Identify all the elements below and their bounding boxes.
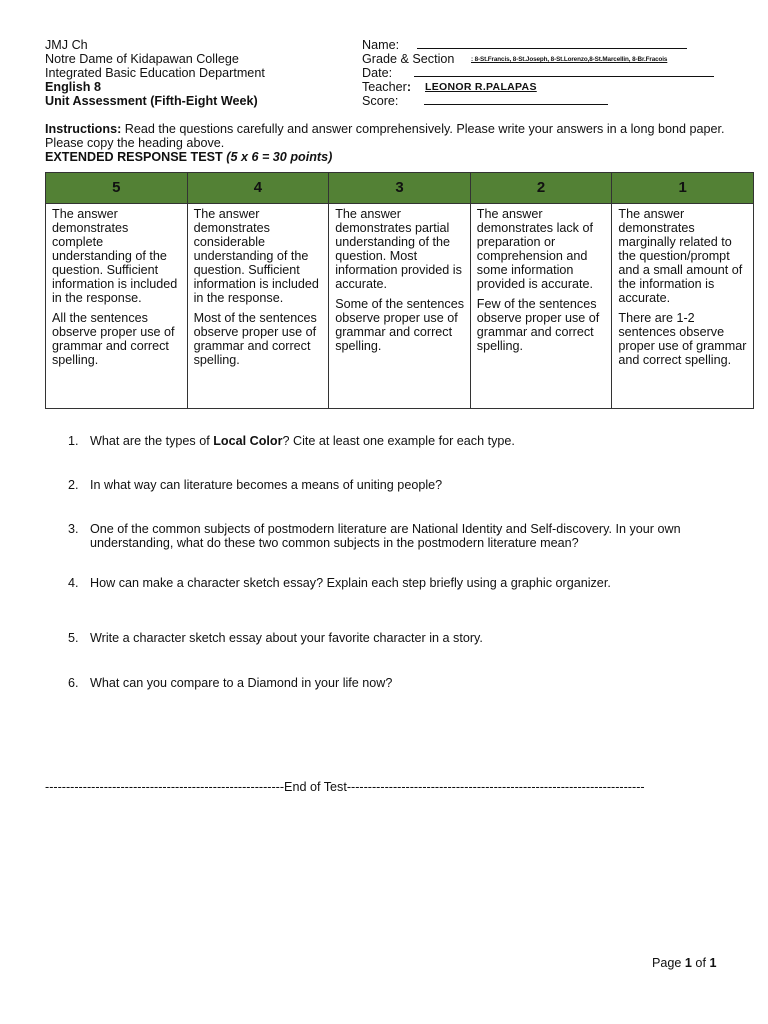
date-field[interactable] [414,66,714,77]
date-label: Date: [362,66,393,80]
rubric-score-1: 1 [612,173,754,204]
test-title [45,150,332,164]
question-text: How can make a character sketch essay? Explain each step briefly using a graphic organizer. [90,576,611,590]
question-number: 1. [68,434,79,448]
name-label: Name: [362,38,400,52]
rubric-grammar: All the sentences observe proper use of grammar and correct spelling. [52,311,175,367]
rubric-score-2: 2 [470,173,612,204]
rubric-cell-4 [187,204,329,409]
rubric-cell-2 [470,204,612,409]
question-text [90,434,748,448]
teacher-colon: : [406,80,412,94]
grade-label: Grade & Section [362,52,455,66]
question-text: What can you compare to a Diamond in your life now? [90,676,393,690]
page-total: 1 [709,956,717,970]
rubric-content: The answer demonstrates considerable understanding of the question. Sufficient information is included in the response. [193,207,319,305]
department: Integrated Basic Education Department [45,66,265,80]
score-field[interactable] [424,94,608,105]
rubric-score-5: 5 [46,173,188,204]
question-number: 5. [68,631,79,645]
rubric-score-4: 4 [187,173,329,204]
rubric-cell-3 [329,204,471,409]
test-title-text: EXTENDED RESPONSE TEST [45,150,227,164]
instructions-label: Instructions: [45,122,122,136]
rubric-grammar: Some of the sentences observe proper use of grammar and correct spelling. [335,297,465,353]
page-current: 1 [684,956,692,970]
assessment-title: Unit Assessment (Fifth-Eight Week) [45,94,258,108]
rubric-grammar: Few of the sentences observe proper use of grammar and correct spelling. [476,297,600,353]
grade-row [362,52,732,66]
score-label: Score: [362,94,399,108]
name-row [362,38,732,52]
page-of: of [691,956,710,970]
rubric-table [45,172,754,409]
student-info [362,38,732,108]
name-field[interactable] [417,38,687,49]
rubric-header-row [46,173,754,204]
school-short: JMJ Ch [45,38,88,52]
question-number: 6. [68,676,79,690]
question-text-part: ? Cite at least one example for each type. [282,434,515,448]
question-number: 2. [68,478,79,492]
page-prefix: Page [652,956,685,970]
question-number: 4. [68,576,79,590]
rubric-score-3: 3 [329,173,471,204]
rubric-criteria-row [46,204,754,409]
rubric-content: The answer demonstrates lack of preparation or comprehension and some information provided is accurate. [476,207,593,291]
rubric-content: The answer demonstrates marginally related to the question/prompt and a small amount of the information is accurate. [618,207,743,305]
question-text-part: What are the types of [90,434,214,448]
rubric-grammar: Most of the sentences observe proper use of grammar and correct spelling. [193,311,317,367]
subject: English 8 [45,80,101,94]
question-text: One of the common subjects of postmodern literature are National Identity and Self-discovery. In your own understanding, what do these two common subjects in the postmodern literature mean? [90,522,681,550]
rubric-content: The answer demonstrates partial understanding of the question. Most information provided is accurate. [335,207,462,291]
rubric-cell-5 [46,204,188,409]
teacher-row [362,80,732,94]
question-text: In what way can literature becomes a means of uniting people? [90,478,443,492]
score-row [362,94,732,108]
date-row [362,66,732,80]
question-number: 3. [68,522,79,536]
instructions-text: Read the questions carefully and answer comprehensively. Please write your answers in a long bond paper. Please copy the heading above. [45,122,725,150]
school-info [45,38,345,108]
instructions [45,122,735,150]
end-of-test: ---------------------------------------------------------End of Test----------------------------------------------------------------------- [45,780,645,794]
rubric-cell-1 [612,204,754,409]
teacher-label: Teacher [362,80,407,94]
rubric-grammar: There are 1-2 sentences observe proper use of grammar and correct spelling. [618,311,747,367]
teacher-name: LEONOR R.PALAPAS [425,81,537,93]
page-number [652,956,716,970]
rubric-content: The answer demonstrates complete understanding of the question. Sufficient information is included in the response. [52,207,178,305]
question-text: Write a character sketch essay about your favorite character in a story. [90,631,483,645]
test-points: (5 x 6 = 30 points) [226,150,333,164]
question-bold-term: Local Color [213,434,283,448]
sections-list: : 8-St.Francis, 8-St.Joseph, 8-St.Lorenzo,8-St.Marcellin, 8-Br.Fracois [471,56,668,63]
school-name: Notre Dame of Kidapawan College [45,52,239,66]
